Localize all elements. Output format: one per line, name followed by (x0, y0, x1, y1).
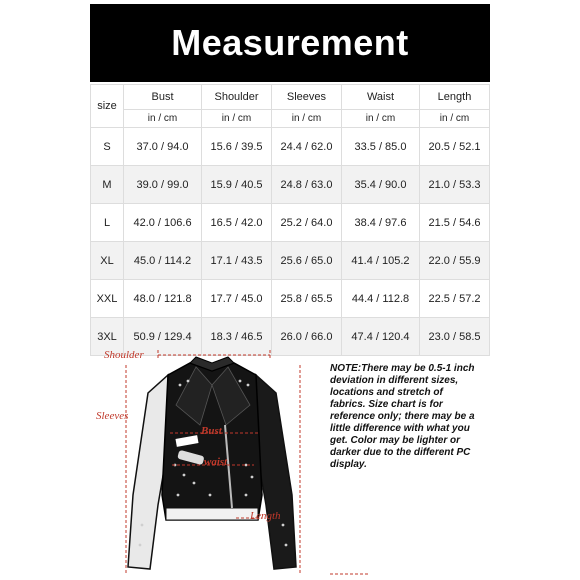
waist-cell: 38.4 / 97.6 (341, 204, 419, 242)
size-cell: XL (91, 242, 124, 280)
size-chart-table (90, 84, 490, 356)
waist-cell: 41.4 / 105.2 (341, 242, 419, 280)
shoulder-cell: 17.7 / 45.0 (202, 280, 272, 318)
sleeves-cell: 25.8 / 65.5 (272, 280, 342, 318)
column-header-sleeves: Sleeves (272, 85, 342, 110)
jacket-belt (166, 508, 258, 520)
length-cell: 22.5 / 57.2 (420, 280, 490, 318)
unit-label: in / cm (420, 110, 490, 128)
page-title: Measurement (171, 22, 409, 63)
sleeves-cell: 25.6 / 65.0 (272, 242, 342, 280)
length-cell: 22.0 / 55.9 (420, 242, 490, 280)
size-column-header: size (91, 85, 124, 128)
size-cell: 3XL (91, 318, 124, 356)
column-header-shoulder: Shoulder (202, 85, 272, 110)
unit-label: in / cm (202, 110, 272, 128)
sleeves-cell: 25.2 / 64.0 (272, 204, 342, 242)
waist-cell: 33.5 / 85.0 (341, 128, 419, 166)
shoulder-cell: 18.3 / 46.5 (202, 318, 272, 356)
size-cell: XXL (91, 280, 124, 318)
column-header-waist: Waist (341, 85, 419, 110)
sleeves-cell: 24.4 / 62.0 (272, 128, 342, 166)
size-cell: M (91, 166, 124, 204)
table-row (91, 204, 490, 242)
table-row (91, 280, 490, 318)
waist-label: waist (204, 456, 228, 468)
sleeves-cell: 26.0 / 66.0 (272, 318, 342, 356)
shoulder-cell: 15.6 / 39.5 (202, 128, 272, 166)
table-row (91, 128, 490, 166)
bust-cell: 50.9 / 129.4 (124, 318, 202, 356)
length-cell: 21.5 / 54.6 (420, 204, 490, 242)
waist-cell: 44.4 / 112.8 (341, 280, 419, 318)
bust-cell: 37.0 / 94.0 (124, 128, 202, 166)
waist-cell: 47.4 / 120.4 (341, 318, 419, 356)
table-header-row (91, 85, 490, 110)
table-row (91, 242, 490, 280)
column-header-length: Length (420, 85, 490, 110)
bust-cell: 48.0 / 121.8 (124, 280, 202, 318)
bust-cell: 45.0 / 114.2 (124, 242, 202, 280)
bust-cell: 42.0 / 106.6 (124, 204, 202, 242)
shoulder-label: Shoulder (104, 349, 144, 361)
shoulder-cell: 16.5 / 42.0 (202, 204, 272, 242)
length-cell: 21.0 / 53.3 (420, 166, 490, 204)
waist-cell: 35.4 / 90.0 (341, 166, 419, 204)
length-cell: 23.0 / 58.5 (420, 318, 490, 356)
size-cell: L (91, 204, 124, 242)
unit-row (91, 110, 490, 128)
bust-cell: 39.0 / 99.0 (124, 166, 202, 204)
sleeves-cell: 24.8 / 63.0 (272, 166, 342, 204)
length-label: Length (250, 510, 281, 522)
length-cell: 20.5 / 52.1 (420, 128, 490, 166)
unit-label: in / cm (272, 110, 342, 128)
bust-label: Bust (201, 425, 222, 437)
size-note: NOTE:There may be 0.5-1 inch deviation in different sizes, locations and stretch of fabrics. Size chart is for reference only; there may be a little difference with what you get. Color may be lighter or darker due to the different PC display. (330, 363, 475, 470)
table-row (91, 166, 490, 204)
size-cell: S (91, 128, 124, 166)
sleeves-label: Sleeves (96, 410, 129, 422)
shoulder-cell: 17.1 / 43.5 (202, 242, 272, 280)
column-header-bust: Bust (124, 85, 202, 110)
unit-label: in / cm (124, 110, 202, 128)
shoulder-cell: 15.9 / 40.5 (202, 166, 272, 204)
jacket-measurement-diagram (0, 345, 580, 580)
unit-label: in / cm (341, 110, 419, 128)
measurement-header (90, 4, 490, 82)
